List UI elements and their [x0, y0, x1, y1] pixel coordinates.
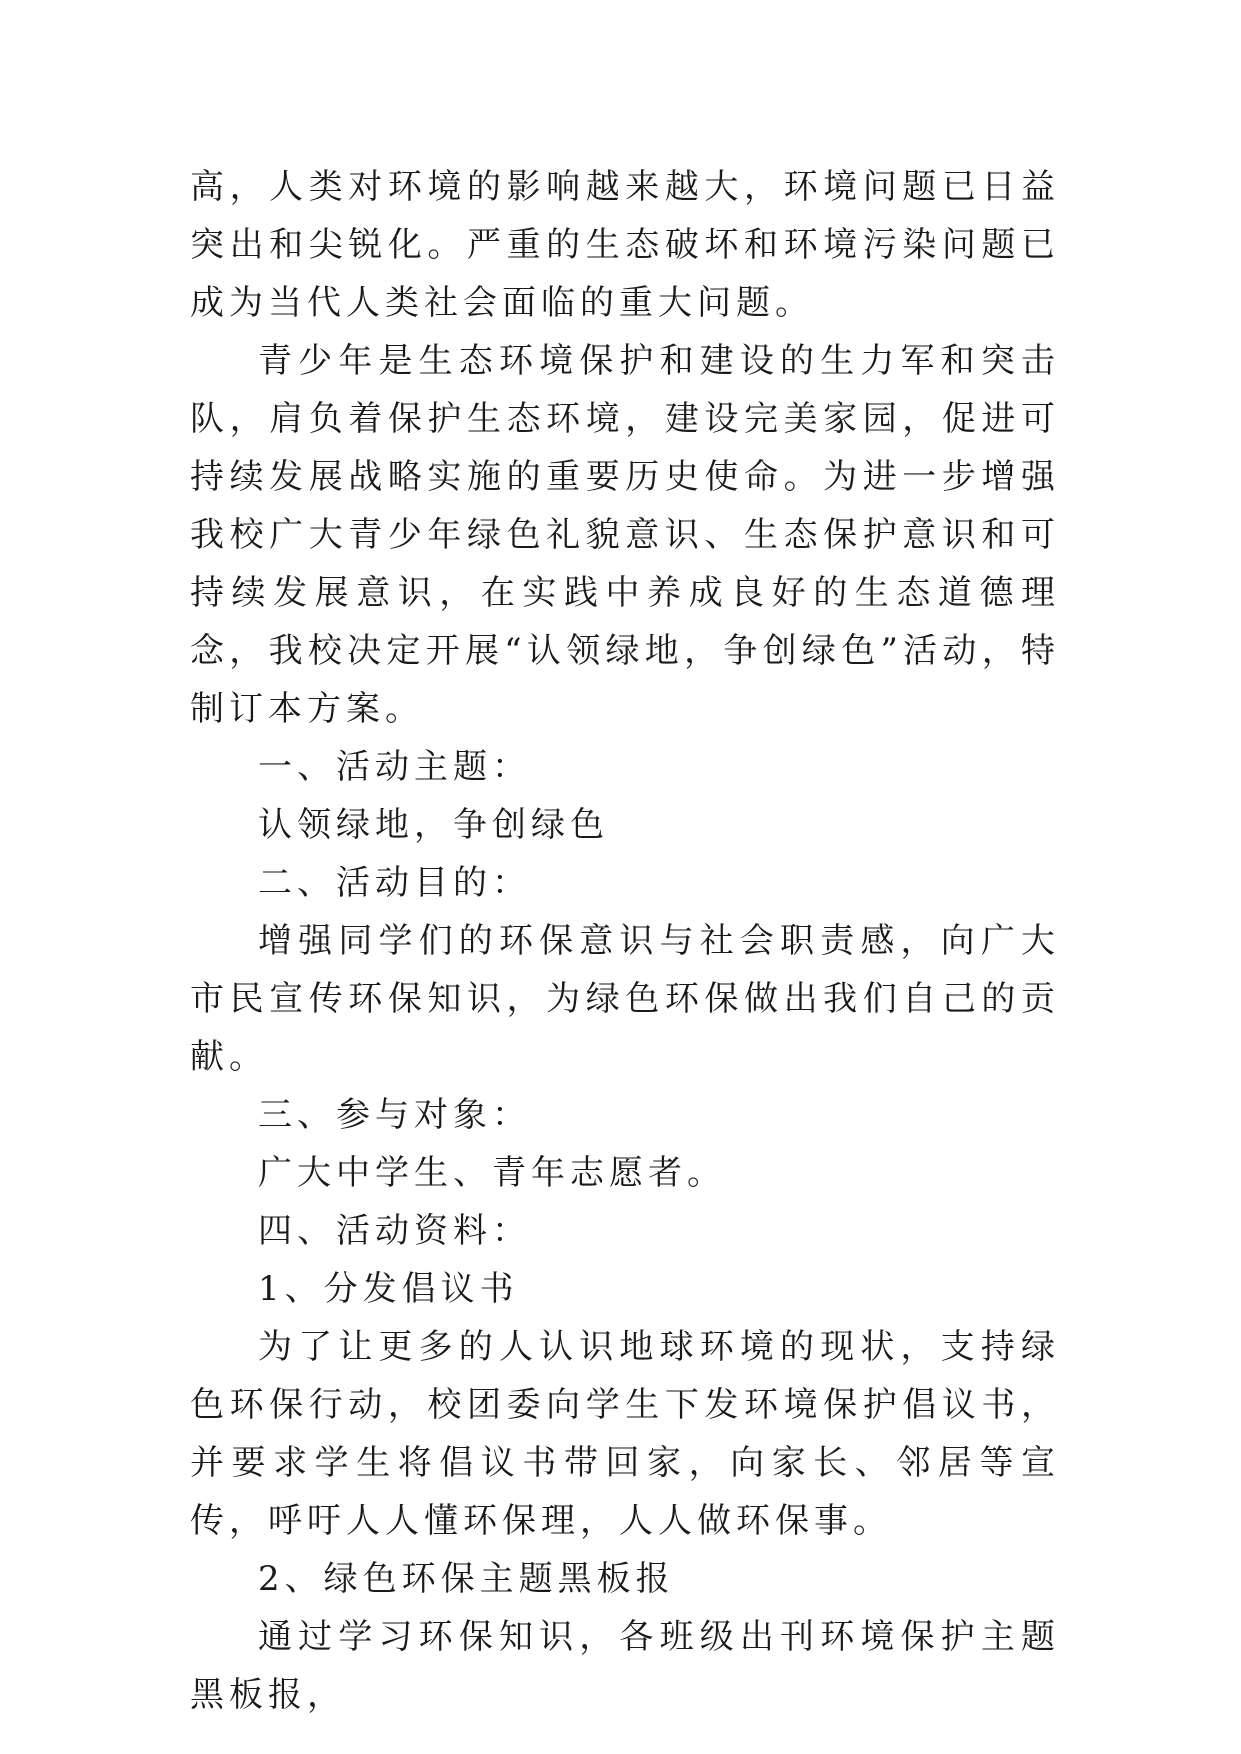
section-heading-theme: 一、活动主题：	[258, 747, 531, 787]
section-heading-participants: 三、参与对象：	[258, 1095, 531, 1135]
theme-text: 认领绿地，争创绿色	[258, 805, 609, 845]
paragraph-youth-mission: 青少年是生态环境保护和建设的生力军和突击队，肩负着保护生态环境，建设完美家园，促进可持续发展战略实施的重要历史使命。为进一步增强我校广大青少年绿色礼貌意识、生态保护意识和可持续发展意识，在实践中养成良好的生态道德理念，我校决定开展“认领绿地，争创绿色”活动，特制订本方案。	[190, 341, 1060, 729]
blackboard-text: 通过学习环保知识，各班级出刊环境保护主题黑板报，	[190, 1617, 1060, 1715]
paragraph-environment-issues: 高，人类对环境的影响越来越大，环境问题已日益突出和尖锐化。严重的生态破坏和环境污染问题已成为当代人类社会面临的重大问题。	[190, 167, 1060, 323]
purpose-text: 增强同学们的环保意识与社会职责感，向广大市民宣传环保知识，为绿色环保做出我们自己的贡献。	[190, 921, 1060, 1077]
section-heading-materials: 四、活动资料：	[258, 1211, 531, 1251]
subheading-blackboard: 2、绿色环保主题黑板报	[258, 1559, 675, 1599]
participants-text: 广大中学生、青年志愿者。	[258, 1153, 726, 1193]
section-heading-purpose: 二、活动目的：	[258, 863, 531, 903]
subheading-proposal: 1、分发倡议书	[258, 1269, 519, 1309]
proposal-text: 为了让更多的人认识地球环境的现状，支持绿色环保行动，校团委向学生下发环境保护倡议书，并要求学生将倡议书带回家，向家长、邻居等宣传，呼吁人人懂环保理，人人做环保事。	[190, 1327, 1060, 1541]
document-body	[190, 158, 1060, 1724]
